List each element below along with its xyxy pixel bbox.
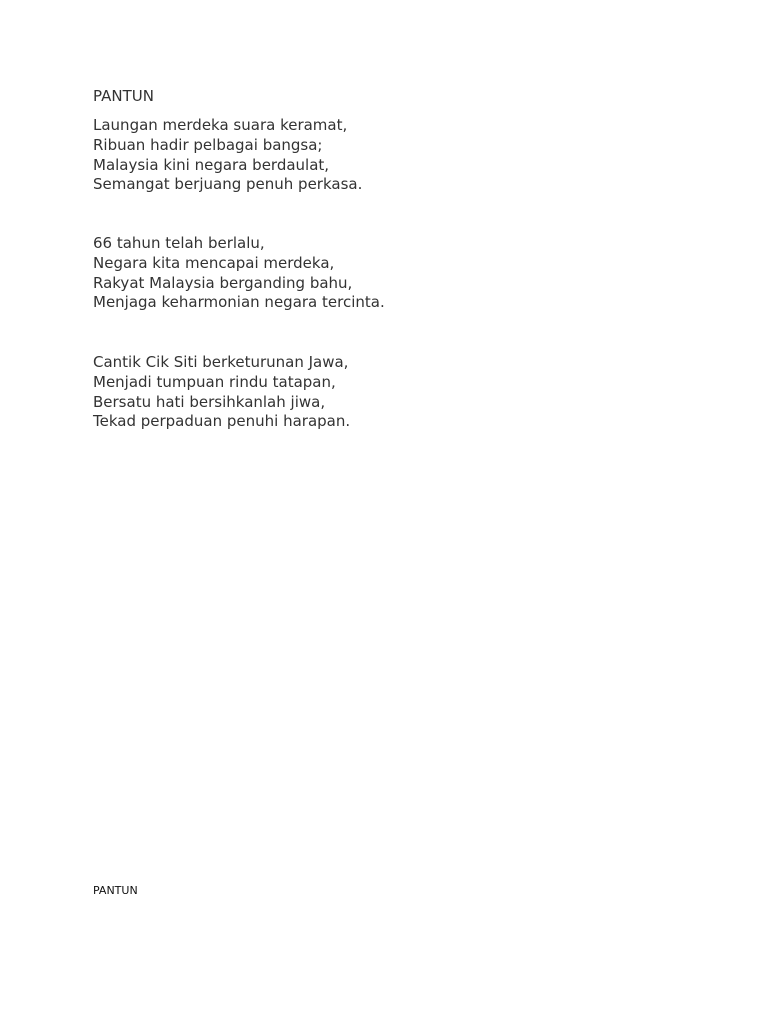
stanza-2 bbox=[93, 234, 385, 313]
stanza-line: Semangat berjuang penuh perkasa. bbox=[93, 175, 363, 194]
stanza-3 bbox=[93, 353, 350, 432]
document-title: PANTUN bbox=[93, 87, 154, 105]
stanza-1 bbox=[93, 116, 362, 195]
stanza-line: Menjadi tumpuan rindu tatapan, bbox=[93, 372, 336, 391]
stanza-line: Negara kita mencapai merdeka, bbox=[93, 253, 335, 272]
stanza-line: Ribuan hadir pelbagai bangsa; bbox=[93, 135, 323, 154]
page-footer: PANTUN bbox=[93, 884, 138, 897]
stanza-line: Malaysia kini negara berdaulat, bbox=[93, 155, 330, 174]
stanza-line: Cantik Cik Siti berketurunan Jawa, bbox=[93, 353, 349, 371]
stanza-line: Menjaga keharmonian negara tercinta. bbox=[93, 293, 385, 312]
stanza-line: Laungan merdeka suara keramat, bbox=[93, 116, 348, 134]
stanza-line: Tekad perpaduan penuhi harapan. bbox=[93, 412, 351, 431]
stanza-line: Bersatu hati bersihkanlah jiwa, bbox=[93, 392, 326, 411]
stanza-line: Rakyat Malaysia berganding bahu, bbox=[93, 273, 353, 292]
stanza-line: 66 tahun telah berlalu, bbox=[93, 234, 265, 252]
